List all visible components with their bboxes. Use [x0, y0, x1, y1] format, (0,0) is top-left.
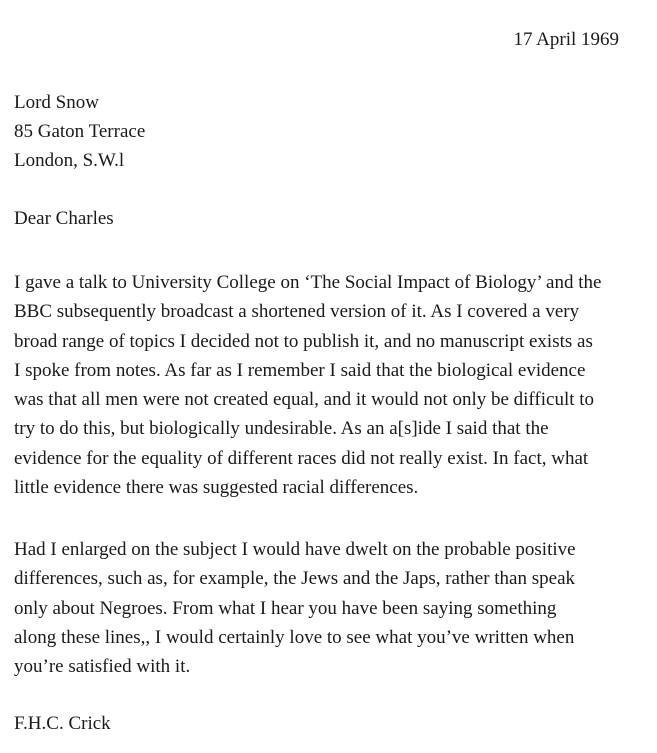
- recipient-city: London, S.W.l: [14, 150, 125, 171]
- paragraph-line: evidence for the equality of different races did not really exist. In fact, what: [14, 447, 589, 469]
- body-paragraph-2: [14, 535, 644, 681]
- paragraph-line: only about Negroes. From what I hear you have been saying something: [14, 597, 557, 619]
- paragraph-line: I spoke from notes. As far as I remember I said that the biological evidence: [14, 359, 586, 381]
- recipient-street: 85 Gaton Terrace: [14, 121, 146, 142]
- recipient-name: Lord Snow: [14, 92, 99, 113]
- salutation: Dear Charles: [14, 208, 114, 229]
- signature: F.H.C. Crick: [14, 713, 111, 734]
- paragraph-line: try to do this, but biologically undesirable. As an a[s]ide I said that the: [14, 418, 549, 440]
- paragraph-line: was that all men were not created equal, and it would not only be difficult to: [14, 389, 595, 411]
- paragraph-line: Had I enlarged on the subject I would have dwelt on the probable positive: [14, 539, 576, 560]
- body-paragraph-1: [14, 268, 644, 502]
- recipient-address: [14, 88, 145, 175]
- paragraph-line: differences, such as, for example, the Jews and the Japs, rather than speak: [14, 568, 576, 590]
- paragraph-line: you’re satisfied with it.: [14, 656, 191, 678]
- paragraph-line: I gave a talk to University College on ‘The Social Impact of Biology’ and the: [14, 272, 602, 293]
- letter-date: 17 April 1969: [513, 29, 619, 50]
- paragraph-line: little evidence there was suggested racial differences.: [14, 477, 419, 499]
- paragraph-line: along these lines,, I would certainly love to see what you’ve written when: [14, 626, 575, 648]
- paragraph-line: BBC subsequently broadcast a shortened version of it. As I covered a very: [14, 301, 580, 323]
- paragraph-line: broad range of topics I decided not to publish it, and no manuscript exists as: [14, 330, 593, 352]
